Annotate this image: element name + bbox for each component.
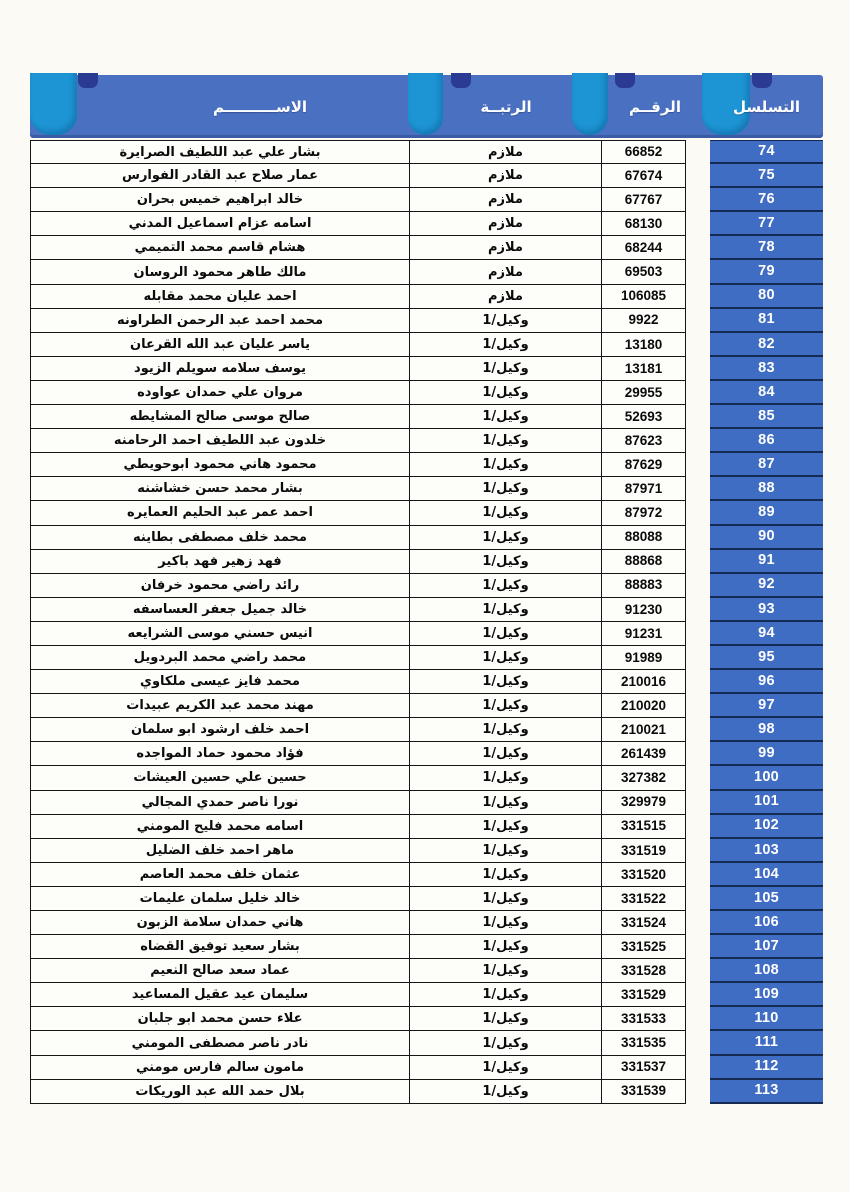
number-cell: 66852 xyxy=(602,140,686,164)
column-gap xyxy=(686,357,710,381)
column-gap xyxy=(686,694,710,718)
serial-cell: 78 xyxy=(710,236,823,260)
name-cell: انيس حسني موسى الشرايعه xyxy=(30,622,410,646)
table-row xyxy=(30,526,823,550)
name-cell: ماهر احمد خلف الضليل xyxy=(30,839,410,863)
name-cell: عمار صلاح عبد القادر الفوارس xyxy=(30,164,410,188)
name-cell: فؤاد محمود حماد المواجده xyxy=(30,742,410,766)
serial-cell: 105 xyxy=(710,887,823,911)
name-cell: عثمان خلف محمد العاصم xyxy=(30,863,410,887)
column-gap xyxy=(686,622,710,646)
table-row xyxy=(30,453,823,477)
rank-cell: وكيل/1 xyxy=(410,1080,602,1104)
table-row xyxy=(30,357,823,381)
rank-cell: ملازم xyxy=(410,164,602,188)
number-cell: 91230 xyxy=(602,598,686,622)
serial-cell: 90 xyxy=(710,526,823,550)
table-row xyxy=(30,260,823,284)
number-cell: 87623 xyxy=(602,429,686,453)
serial-cell: 99 xyxy=(710,742,823,766)
table-row xyxy=(30,646,823,670)
column-header-rank: الرتبــة xyxy=(480,97,532,116)
name-cell: هاني حمدان سلامة الزبون xyxy=(30,911,410,935)
column-gap xyxy=(686,236,710,260)
table-row xyxy=(30,1056,823,1080)
table-row xyxy=(30,236,823,260)
header-notch-marker xyxy=(451,73,471,88)
table-row xyxy=(30,863,823,887)
rank-cell: وكيل/1 xyxy=(410,357,602,381)
rank-cell: وكيل/1 xyxy=(410,718,602,742)
name-cell: بشار سعيد توفيق القضاه xyxy=(30,935,410,959)
number-cell: 13180 xyxy=(602,333,686,357)
table-body xyxy=(30,140,823,1104)
number-cell: 13181 xyxy=(602,357,686,381)
name-cell: نادر ناصر مصطفى المومني xyxy=(30,1031,410,1055)
rank-cell: وكيل/1 xyxy=(410,501,602,525)
name-cell: عماد سعد صالح النعيم xyxy=(30,959,410,983)
name-cell: مالك طاهر محمود الروسان xyxy=(30,260,410,284)
serial-cell: 112 xyxy=(710,1056,823,1080)
number-cell: 331537 xyxy=(602,1056,686,1080)
rank-cell: وكيل/1 xyxy=(410,742,602,766)
number-cell: 67767 xyxy=(602,188,686,212)
name-cell: اسامه محمد فليح المومني xyxy=(30,815,410,839)
column-gap xyxy=(686,959,710,983)
table-row xyxy=(30,839,823,863)
column-gap xyxy=(686,766,710,790)
serial-cell: 94 xyxy=(710,622,823,646)
column-gap xyxy=(686,501,710,525)
number-cell: 327382 xyxy=(602,766,686,790)
column-gap xyxy=(686,718,710,742)
column-gap xyxy=(686,1056,710,1080)
rank-cell: وكيل/1 xyxy=(410,622,602,646)
serial-cell: 77 xyxy=(710,212,823,236)
table-row xyxy=(30,333,823,357)
rank-cell: وكيل/1 xyxy=(410,670,602,694)
number-cell: 329979 xyxy=(602,791,686,815)
column-gap xyxy=(686,670,710,694)
serial-cell: 106 xyxy=(710,911,823,935)
number-cell: 87629 xyxy=(602,453,686,477)
rank-cell: وكيل/1 xyxy=(410,309,602,333)
number-cell: 106085 xyxy=(602,285,686,309)
column-gap xyxy=(686,598,710,622)
column-gap xyxy=(686,550,710,574)
table-row xyxy=(30,887,823,911)
column-gap xyxy=(686,453,710,477)
number-cell: 9922 xyxy=(602,309,686,333)
name-cell: فهد زهير فهد باكير xyxy=(30,550,410,574)
column-gap xyxy=(686,164,710,188)
column-gap xyxy=(686,333,710,357)
rank-cell: وكيل/1 xyxy=(410,839,602,863)
rank-cell: وكيل/1 xyxy=(410,911,602,935)
column-gap xyxy=(686,646,710,670)
name-cell: مهند محمد عبد الكريم عبيدات xyxy=(30,694,410,718)
serial-cell: 113 xyxy=(710,1080,823,1104)
table-row xyxy=(30,983,823,1007)
name-cell: حسين علي حسين العيشات xyxy=(30,766,410,790)
number-cell: 331525 xyxy=(602,935,686,959)
name-cell: بشار محمد حسن خشاشنه xyxy=(30,477,410,501)
column-gap xyxy=(686,429,710,453)
column-gap xyxy=(686,285,710,309)
name-cell: بشار علي عبد اللطيف الصرايرة xyxy=(30,140,410,164)
serial-cell: 76 xyxy=(710,188,823,212)
table-row xyxy=(30,309,823,333)
rank-cell: ملازم xyxy=(410,188,602,212)
number-cell: 88883 xyxy=(602,574,686,598)
column-gap xyxy=(686,212,710,236)
column-header-number: الرقــم xyxy=(629,97,681,116)
number-cell: 68130 xyxy=(602,212,686,236)
serial-cell: 102 xyxy=(710,815,823,839)
name-cell: بلال حمد الله عبد الوريكات xyxy=(30,1080,410,1104)
serial-cell: 87 xyxy=(710,453,823,477)
number-cell: 69503 xyxy=(602,260,686,284)
number-cell: 331524 xyxy=(602,911,686,935)
table-row xyxy=(30,622,823,646)
number-cell: 52693 xyxy=(602,405,686,429)
number-cell: 261439 xyxy=(602,742,686,766)
rank-cell: وكيل/1 xyxy=(410,887,602,911)
rank-cell: وكيل/1 xyxy=(410,405,602,429)
name-cell: خالد جميل جعفر العساسفه xyxy=(30,598,410,622)
table-row xyxy=(30,791,823,815)
name-cell: نورا ناصر حمدي المجالي xyxy=(30,791,410,815)
header-notch-marker xyxy=(78,73,98,88)
column-gap xyxy=(686,1031,710,1055)
column-gap xyxy=(686,742,710,766)
rank-cell: وكيل/1 xyxy=(410,935,602,959)
rank-cell: ملازم xyxy=(410,236,602,260)
column-gap xyxy=(686,935,710,959)
table-row xyxy=(30,911,823,935)
number-cell: 87972 xyxy=(602,501,686,525)
number-cell: 331533 xyxy=(602,1007,686,1031)
name-cell: احمد خلف ارشود ابو سلمان xyxy=(30,718,410,742)
serial-cell: 84 xyxy=(710,381,823,405)
rank-cell: وكيل/1 xyxy=(410,1031,602,1055)
table-row xyxy=(30,550,823,574)
serial-cell: 85 xyxy=(710,405,823,429)
name-cell: ياسر عليان عبد الله القرعان xyxy=(30,333,410,357)
serial-cell: 75 xyxy=(710,164,823,188)
serial-cell: 100 xyxy=(710,766,823,790)
table-row xyxy=(30,1080,823,1104)
serial-cell: 101 xyxy=(710,791,823,815)
serial-cell: 79 xyxy=(710,260,823,284)
name-cell: محمد احمد عبد الرحمن الطراونه xyxy=(30,309,410,333)
name-cell: علاء حسن محمد ابو جلبان xyxy=(30,1007,410,1031)
column-gap xyxy=(686,1007,710,1031)
column-gap xyxy=(686,477,710,501)
rank-cell: ملازم xyxy=(410,285,602,309)
number-cell: 87971 xyxy=(602,477,686,501)
table-row xyxy=(30,164,823,188)
table-row xyxy=(30,477,823,501)
column-gap xyxy=(686,1080,710,1104)
column-gap xyxy=(686,815,710,839)
rank-cell: وكيل/1 xyxy=(410,550,602,574)
table-row xyxy=(30,285,823,309)
number-cell: 331515 xyxy=(602,815,686,839)
table-row xyxy=(30,718,823,742)
rank-cell: وكيل/1 xyxy=(410,791,602,815)
serial-cell: 93 xyxy=(710,598,823,622)
name-cell: يوسف سلامه سويلم الزيود xyxy=(30,357,410,381)
table-row xyxy=(30,959,823,983)
column-gap xyxy=(686,574,710,598)
table-row xyxy=(30,935,823,959)
table-row xyxy=(30,429,823,453)
column-gap xyxy=(686,791,710,815)
name-cell: محمود هاني محمود ابوحويطي xyxy=(30,453,410,477)
number-cell: 331520 xyxy=(602,863,686,887)
serial-cell: 81 xyxy=(710,309,823,333)
table-row xyxy=(30,1031,823,1055)
column-gap xyxy=(686,260,710,284)
rank-cell: وكيل/1 xyxy=(410,477,602,501)
serial-cell: 80 xyxy=(710,285,823,309)
table-row xyxy=(30,598,823,622)
number-cell: 331535 xyxy=(602,1031,686,1055)
name-cell: اسامه عزام اسماعيل المدني xyxy=(30,212,410,236)
rank-cell: وكيل/1 xyxy=(410,453,602,477)
number-cell: 331529 xyxy=(602,983,686,1007)
column-gap xyxy=(686,526,710,550)
serial-cell: 111 xyxy=(710,1031,823,1055)
serial-cell: 103 xyxy=(710,839,823,863)
serial-cell: 82 xyxy=(710,333,823,357)
number-cell: 68244 xyxy=(602,236,686,260)
number-cell: 331528 xyxy=(602,959,686,983)
rank-cell: وكيل/1 xyxy=(410,574,602,598)
header-tab-marker xyxy=(30,73,77,135)
serial-cell: 97 xyxy=(710,694,823,718)
name-cell: مامون سالم فارس مومني xyxy=(30,1056,410,1080)
name-cell: خالد خليل سلمان عليمات xyxy=(30,887,410,911)
rank-cell: وكيل/1 xyxy=(410,598,602,622)
table-row xyxy=(30,694,823,718)
rank-cell: وكيل/1 xyxy=(410,766,602,790)
rank-cell: وكيل/1 xyxy=(410,983,602,1007)
column-gap xyxy=(686,863,710,887)
column-header-name: الاســــــــــم xyxy=(212,97,308,116)
rank-cell: وكيل/1 xyxy=(410,1007,602,1031)
table-header-bar xyxy=(30,75,823,138)
number-cell: 91989 xyxy=(602,646,686,670)
serial-cell: 96 xyxy=(710,670,823,694)
number-cell: 91231 xyxy=(602,622,686,646)
number-cell: 331519 xyxy=(602,839,686,863)
rank-cell: وكيل/1 xyxy=(410,863,602,887)
table-row xyxy=(30,742,823,766)
name-cell: خالد ابراهيم خميس بحران xyxy=(30,188,410,212)
name-cell: احمد عليان محمد مقابله xyxy=(30,285,410,309)
column-gap xyxy=(686,887,710,911)
column-gap xyxy=(686,309,710,333)
serial-cell: 104 xyxy=(710,863,823,887)
column-gap xyxy=(686,188,710,212)
column-gap xyxy=(686,911,710,935)
table-row xyxy=(30,1007,823,1031)
column-gap xyxy=(686,405,710,429)
table-row xyxy=(30,212,823,236)
name-cell: مروان علي حمدان عواوده xyxy=(30,381,410,405)
serial-cell: 88 xyxy=(710,477,823,501)
serial-cell: 95 xyxy=(710,646,823,670)
number-cell: 331522 xyxy=(602,887,686,911)
table-row xyxy=(30,501,823,525)
number-cell: 210021 xyxy=(602,718,686,742)
rank-cell: ملازم xyxy=(410,140,602,164)
serial-cell: 110 xyxy=(710,1007,823,1031)
name-cell: سليمان عيد عقيل المساعيد xyxy=(30,983,410,1007)
rank-cell: ملازم xyxy=(410,212,602,236)
header-notch-marker xyxy=(615,73,635,88)
serial-cell: 92 xyxy=(710,574,823,598)
rank-cell: ملازم xyxy=(410,260,602,284)
number-cell: 88868 xyxy=(602,550,686,574)
table-row xyxy=(30,140,823,164)
serial-cell: 74 xyxy=(710,140,823,164)
name-cell: صالح موسى صالح المشايطه xyxy=(30,405,410,429)
column-gap xyxy=(686,140,710,164)
name-cell: محمد راضي محمد البردويل xyxy=(30,646,410,670)
table-row xyxy=(30,670,823,694)
rank-cell: وكيل/1 xyxy=(410,959,602,983)
number-cell: 88088 xyxy=(602,526,686,550)
number-cell: 67674 xyxy=(602,164,686,188)
number-cell: 331539 xyxy=(602,1080,686,1104)
number-cell: 29955 xyxy=(602,381,686,405)
column-gap xyxy=(686,381,710,405)
rank-cell: وكيل/1 xyxy=(410,333,602,357)
table-row xyxy=(30,766,823,790)
name-cell: محمد فايز عيسى ملكاوي xyxy=(30,670,410,694)
serial-cell: 91 xyxy=(710,550,823,574)
column-gap xyxy=(686,839,710,863)
serial-cell: 109 xyxy=(710,983,823,1007)
column-header-serial: التسلسل xyxy=(733,97,800,116)
rank-cell: وكيل/1 xyxy=(410,429,602,453)
serial-cell: 86 xyxy=(710,429,823,453)
serial-cell: 98 xyxy=(710,718,823,742)
table-row xyxy=(30,188,823,212)
rank-cell: وكيل/1 xyxy=(410,1056,602,1080)
table-row xyxy=(30,405,823,429)
table-row xyxy=(30,381,823,405)
rank-cell: وكيل/1 xyxy=(410,381,602,405)
rank-cell: وكيل/1 xyxy=(410,815,602,839)
serial-cell: 107 xyxy=(710,935,823,959)
serial-cell: 108 xyxy=(710,959,823,983)
serial-cell: 83 xyxy=(710,357,823,381)
rank-cell: وكيل/1 xyxy=(410,694,602,718)
serial-cell: 89 xyxy=(710,501,823,525)
column-gap xyxy=(686,983,710,1007)
name-cell: رائد راضي محمود خرفان xyxy=(30,574,410,598)
number-cell: 210020 xyxy=(602,694,686,718)
rank-cell: وكيل/1 xyxy=(410,646,602,670)
name-cell: احمد عمر عبد الحليم العمايره xyxy=(30,501,410,525)
name-cell: هشام قاسم محمد التميمي xyxy=(30,236,410,260)
name-cell: خلدون عبد اللطيف احمد الرحامنه xyxy=(30,429,410,453)
table-row xyxy=(30,574,823,598)
rank-cell: وكيل/1 xyxy=(410,526,602,550)
table-row xyxy=(30,815,823,839)
number-cell: 210016 xyxy=(602,670,686,694)
header-notch-marker xyxy=(752,73,772,88)
name-cell: محمد خلف مصطفى بطاينه xyxy=(30,526,410,550)
